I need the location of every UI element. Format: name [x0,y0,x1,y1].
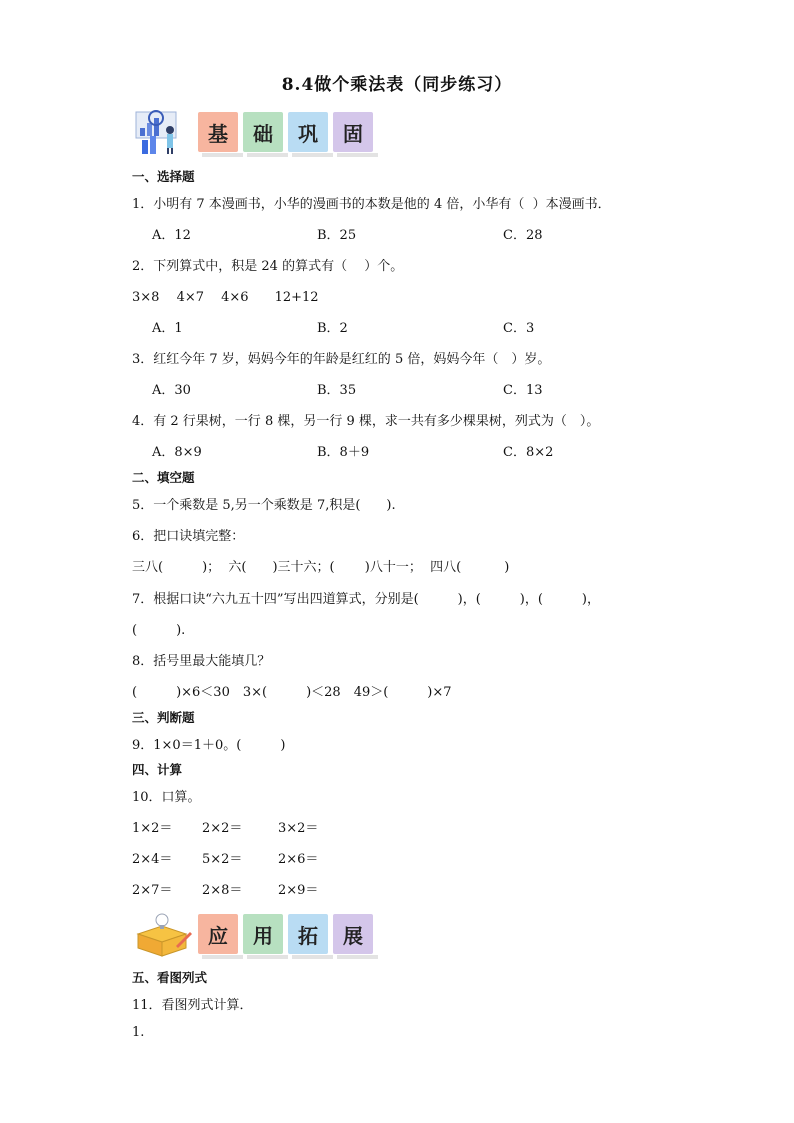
question-fill-line: ( ). [132,623,186,638]
calc-item: 2×7＝ [132,883,173,898]
section-heading: 三、判断题 [132,710,195,725]
option-a: A．1 [152,321,183,336]
question-fill-line: ( )×6＜30 3×( )＜28 49＞( )×7 [132,685,452,700]
banner-char: 应 [198,914,238,954]
calc-item: 2×8＝ [202,883,243,898]
banner-char: 用 [243,914,283,954]
calc-item: 2×2＝ [202,821,243,836]
calc-item: 5×2＝ [202,852,243,867]
question-stem: 11．看图列式计算． [132,998,253,1013]
option-c: C．28 [503,228,543,243]
question-stem: 2．下列算式中，积是 24 的算式有（ ）个。 [132,259,404,274]
chart-magnifier-icon [132,108,194,156]
option-a: A．12 [152,228,191,243]
option-b: B．35 [317,383,357,398]
option-a: A．8×9 [152,445,202,460]
page-title: 8.4做个乘法表（同步练习） [281,75,513,95]
question-stem: 4．有 2 行果树，一行 8 棵，另一行 9 棵，求一共有多少棵果树，列式为（ ）。 [132,414,600,429]
calc-item: 2×9＝ [278,883,319,898]
section-heading: 四、计算 [132,762,183,777]
option-c: C．13 [503,383,543,398]
option-b: B．2 [317,321,348,336]
calc-item: 2×6＝ [278,852,319,867]
option-c: C．3 [503,321,535,336]
section-banner-basic [132,108,378,156]
option-b: B．25 [317,228,357,243]
question-stem: 7．根据口诀“六九五十四”写出四道算式，分别是( )，( )，( )， [132,592,600,607]
banner-char: 拓 [288,914,328,954]
section-heading: 五、看图列式 [132,970,208,985]
sub-item-number: 1. [132,1025,145,1040]
question-stem: 5．一个乘数是 5,另一个乘数是 7,积是( ). [132,498,396,513]
question-fill-line: 三八( )； 六( )三十六；( )八十一； 四八( ) [132,560,510,575]
lightbulb-box-icon [132,910,194,958]
question-stem: 3．红红今年 7 岁，妈妈今年的年龄是红红的 5 倍，妈妈今年（ ）岁。 [132,352,551,367]
option-a: A．30 [152,383,191,398]
calc-item: 1×2＝ [132,821,173,836]
section-banner-extension [132,910,378,958]
banner-char: 巩 [288,112,328,152]
section-heading: 一、选择题 [132,169,195,184]
option-c: C．8×2 [503,445,554,460]
calc-item: 2×4＝ [132,852,173,867]
banner-char: 基 [198,112,238,152]
question-stem: 6．把口诀填完整： [132,529,245,544]
question-stem: 10．口算。 [132,790,201,805]
banner-char: 固 [333,112,373,152]
banner-char: 展 [333,914,373,954]
question-stem: 1．小明有 7 本漫画书，小华的漫画书的本数是他的 4 倍，小华有（ ）本漫画书． [132,197,611,212]
calc-item: 3×2＝ [278,821,319,836]
question-stem: 9．1×0＝1＋0。( ) [132,738,286,753]
section-heading: 二、填空题 [132,470,195,485]
banner-char: 础 [243,112,283,152]
question-stem: 8．括号里最大能填几？ [132,654,271,669]
option-b: B．8＋9 [317,445,370,460]
question-expressions: 3×8 4×7 4×6 12+12 [132,290,319,305]
